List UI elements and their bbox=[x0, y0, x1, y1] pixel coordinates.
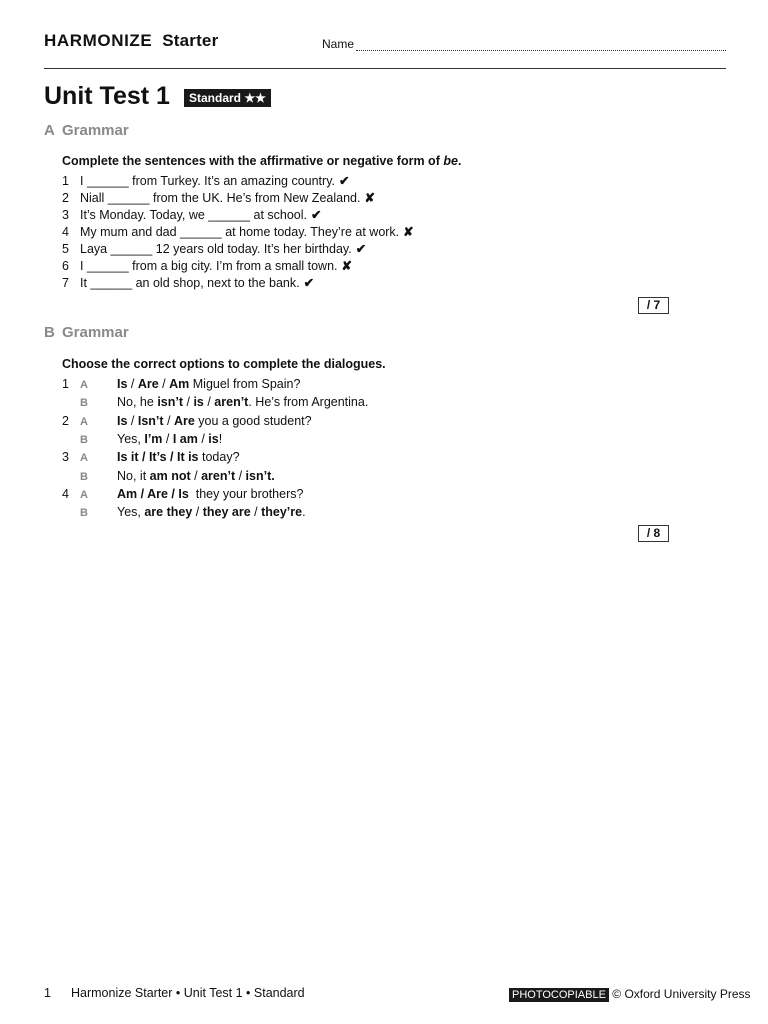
page-number: 1 bbox=[44, 986, 51, 1000]
photocopiable-badge: PHOTOCOPIABLE bbox=[509, 988, 609, 1002]
section-b-score-box: / 8 bbox=[638, 525, 669, 542]
level-badge: Standard ★★ bbox=[184, 89, 271, 107]
dialogue-line bbox=[62, 375, 300, 394]
dialogue-text: / bbox=[192, 505, 203, 520]
dialogue-text: / bbox=[250, 505, 262, 520]
list-item bbox=[62, 224, 414, 241]
section-a-title: Grammar bbox=[62, 122, 129, 139]
item-number: 4 bbox=[62, 225, 69, 239]
item-number: 5 bbox=[62, 242, 69, 256]
section-b-letter: B bbox=[44, 324, 55, 341]
speaker-label: B bbox=[80, 507, 88, 520]
answer-option[interactable]: is bbox=[208, 431, 219, 446]
dialogue-text: Yes, bbox=[117, 431, 145, 446]
instruction-text: Complete the sentences with the affirmative or negative form of bbox=[62, 154, 444, 168]
item-text: It’s Monday. Today, we ______ at school. bbox=[80, 208, 307, 222]
dialogue-number: 4 bbox=[62, 486, 69, 501]
instruction-emphasis: be bbox=[443, 154, 458, 168]
cross-icon: ✘ bbox=[364, 191, 375, 205]
cross-icon: ✘ bbox=[403, 225, 414, 239]
check-icon: ✔ bbox=[339, 174, 350, 188]
item-text: Niall ______ from the UK. He’s from New Zealand. bbox=[80, 191, 361, 205]
dialogue-text: / bbox=[158, 377, 170, 391]
dialogue-line bbox=[62, 467, 275, 486]
answer-option[interactable]: Are bbox=[137, 377, 159, 391]
footer-text: Harmonize Starter • Unit Test 1 • Standard bbox=[71, 986, 305, 1000]
list-item bbox=[62, 190, 375, 207]
list-item bbox=[62, 241, 366, 258]
list-item bbox=[62, 258, 352, 275]
section-a-instruction bbox=[62, 154, 461, 168]
dialogue-text: / bbox=[162, 431, 173, 446]
item-text: Laya ______ 12 years old today. It’s her birthday. bbox=[80, 242, 352, 256]
dialogue-line bbox=[62, 393, 368, 412]
dialogue-text: . He’s from Argentina. bbox=[248, 395, 369, 410]
list-item bbox=[62, 275, 314, 292]
copyright-text: © Oxford University Press bbox=[612, 987, 751, 1001]
answer-option[interactable]: isn’t bbox=[157, 395, 184, 410]
footer-copyright bbox=[509, 987, 751, 1001]
check-icon: ✔ bbox=[303, 276, 315, 290]
name-label: Name bbox=[322, 37, 355, 51]
answer-option[interactable]: is bbox=[193, 395, 204, 410]
dialogue-text: / bbox=[127, 413, 138, 428]
brand-logo bbox=[44, 31, 218, 51]
dialogue-text: you a good student? bbox=[194, 413, 312, 428]
dialogue-text: / bbox=[197, 431, 209, 446]
dialogue-number: 1 bbox=[62, 377, 69, 391]
item-number: 3 bbox=[62, 208, 69, 222]
item-number: 2 bbox=[62, 191, 69, 205]
name-field[interactable] bbox=[356, 50, 726, 51]
answer-option[interactable]: aren’t bbox=[201, 468, 236, 483]
dialogue-text: ! bbox=[218, 431, 223, 446]
dialogue-text: Miguel from Spain? bbox=[189, 377, 301, 391]
answer-option[interactable]: Are bbox=[173, 413, 195, 428]
dialogue-text: / bbox=[203, 395, 215, 410]
section-b-heading bbox=[44, 324, 129, 341]
speaker-label: A bbox=[80, 488, 88, 501]
dialogue-line bbox=[62, 412, 312, 431]
dialogue-text: / bbox=[183, 395, 194, 410]
section-b-instruction: Choose the correct options to complete the dialogues. bbox=[62, 357, 386, 371]
dialogue-text: Yes, bbox=[117, 505, 145, 520]
section-a-score-box: / 7 bbox=[638, 297, 669, 314]
list-item bbox=[62, 173, 349, 190]
dialogue-line bbox=[62, 448, 240, 467]
dialogue-number: 2 bbox=[62, 413, 69, 428]
speaker-label: A bbox=[80, 452, 88, 465]
list-item bbox=[62, 207, 321, 224]
dialogue-text: today? bbox=[198, 450, 240, 465]
dialogue-text: they your brothers? bbox=[188, 486, 304, 501]
answer-option[interactable]: I am bbox=[172, 431, 198, 446]
answer-option[interactable]: isn’t. bbox=[245, 468, 275, 483]
item-text: I ______ from Turkey. It’s an amazing country. bbox=[80, 174, 335, 188]
footer-info bbox=[44, 986, 305, 1000]
item-text: It ______ an old shop, next to the bank. bbox=[80, 276, 300, 290]
dialogue-text: / bbox=[235, 468, 246, 483]
section-b-title: Grammar bbox=[62, 324, 129, 341]
answer-option[interactable]: they are bbox=[202, 505, 251, 520]
dialogue-line bbox=[62, 485, 303, 504]
item-number: 6 bbox=[62, 259, 69, 273]
answer-option[interactable]: are they bbox=[144, 505, 193, 520]
dialogue-text: . bbox=[302, 505, 306, 520]
answer-option[interactable]: Is it / It’s / It is bbox=[117, 450, 199, 465]
speaker-label: B bbox=[80, 470, 88, 483]
dialogue-text: No, he bbox=[117, 395, 158, 410]
item-number: 7 bbox=[62, 276, 69, 290]
section-a-letter: A bbox=[44, 122, 55, 139]
cross-icon: ✘ bbox=[341, 259, 352, 273]
answer-option[interactable]: aren’t bbox=[214, 395, 249, 410]
brand-name: HARMONIZE bbox=[44, 31, 153, 50]
section-a-heading bbox=[44, 122, 129, 139]
header-divider bbox=[44, 68, 726, 69]
dialogue-text: / bbox=[163, 413, 174, 428]
answer-option[interactable]: Am bbox=[169, 377, 190, 391]
answer-option[interactable]: Is bbox=[117, 377, 128, 391]
instruction-end: . bbox=[457, 154, 462, 168]
answer-option[interactable]: I’m bbox=[144, 431, 163, 446]
check-icon: ✔ bbox=[311, 208, 322, 222]
dialogue-text: / bbox=[190, 468, 202, 483]
speaker-label: B bbox=[80, 397, 88, 410]
speaker-label: A bbox=[80, 415, 88, 428]
speaker-label: A bbox=[80, 379, 88, 391]
dialogue-line bbox=[62, 503, 306, 522]
dialogue-number: 3 bbox=[62, 450, 69, 465]
item-number: 1 bbox=[62, 174, 69, 188]
answer-option[interactable]: they’re bbox=[261, 505, 303, 520]
brand-level: Starter bbox=[162, 31, 219, 50]
answer-option[interactable]: Am / Are / Is bbox=[117, 486, 189, 501]
dialogue-line bbox=[62, 430, 222, 449]
dialogue-text: No, it bbox=[117, 468, 150, 483]
item-text: My mum and dad ______ at home today. They’re at work. bbox=[80, 225, 400, 239]
page-title: Unit Test 1 bbox=[44, 82, 170, 110]
check-icon: ✔ bbox=[355, 242, 367, 256]
answer-option[interactable]: Isn’t bbox=[137, 413, 164, 428]
answer-option[interactable]: am not bbox=[149, 468, 191, 483]
item-text: I ______ from a big city. I’m from a small town. bbox=[80, 259, 338, 273]
answer-option[interactable]: Is bbox=[117, 413, 128, 428]
dialogue-text: / bbox=[127, 377, 138, 391]
speaker-label: B bbox=[80, 433, 88, 446]
